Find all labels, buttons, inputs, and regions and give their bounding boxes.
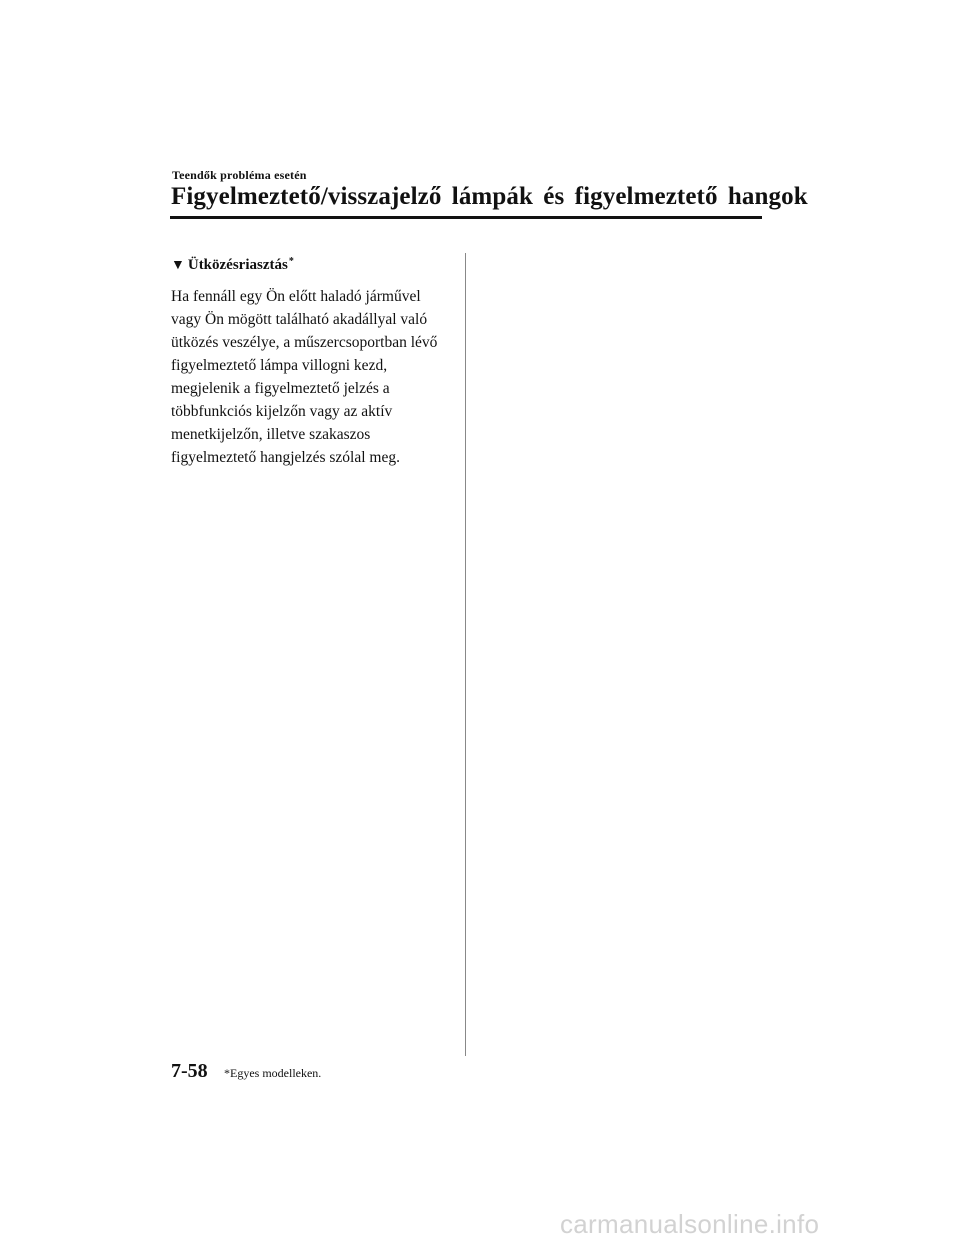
body-line: vagy Ön mögött található akadállyal való — [171, 311, 428, 328]
body-line: figyelmeztető lámpa villogni kezd, — [171, 357, 388, 374]
body-line: menetkijelzőn, illetve szakaszos — [171, 426, 371, 443]
watermark: carmanualsonline.info — [560, 1209, 820, 1239]
page-number: 7-58 — [171, 1060, 208, 1082]
body-line: ütközés veszélye, a műszercsoportban lévő — [171, 334, 438, 351]
body-paragraph — [171, 285, 456, 469]
sub-heading-text: Ütközésriasztás — [187, 257, 288, 273]
body-line: figyelmeztető hangjelzés szólal meg. — [171, 449, 400, 466]
body-line: megjelenik a figyelmeztető jelzés a — [171, 380, 390, 397]
section-label: Teendők probléma esetén — [172, 168, 307, 182]
sub-heading — [171, 256, 294, 274]
footnote: *Egyes modelleken. — [224, 1066, 322, 1080]
title-rule — [170, 216, 762, 219]
body-line: többfunkciós kijelzőn vagy az aktív — [171, 403, 393, 420]
column-divider — [465, 253, 466, 1056]
triangle-down-icon: ▼ — [171, 258, 185, 273]
page-title: Figyelmeztető/visszajelző lámpák és figyelmeztető hangok — [171, 183, 808, 210]
asterisk-mark: * — [288, 256, 294, 267]
body-line: Ha fennáll egy Ön előtt haladó járművel — [171, 288, 421, 305]
